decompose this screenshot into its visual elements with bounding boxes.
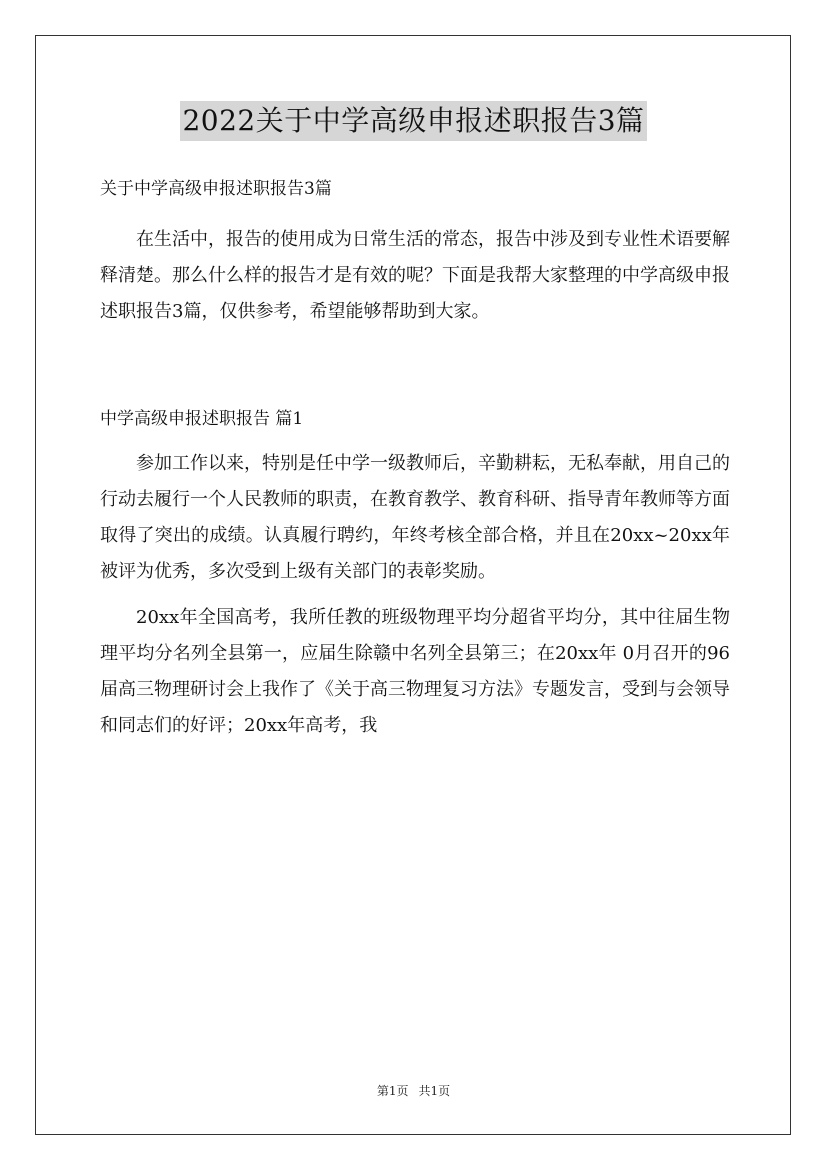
section-heading: 中学高级申报述职报告 篇1 [100,409,304,429]
body-paragraph: 参加工作以来，特别是任中学一级教师后，辛勤耕耘，无私奉献，用自己的行动去履行一个人民教师的职责，在教育教学、教育科研、指导青年教师等方面取得了突出的成绩。认真履行聘约，年终考核全部合格，并且在20xx~20xx年被评为优秀，多次受到上级有关部门的表彰奖励。 [100,453,730,582]
body-paragraph: 20xx年全国高考，我所任教的班级物理平均分超省平均分，其中往届生物理平均分名列全县第一，应届生除赣中名列全县第三；在20xx年 0月召开的96届高三物理研讨会上我作了《关于高三物理复习方法》专题发言，受到与会领导和同志们的好评；20xx年高考，我 [100,607,730,736]
title-container [0,101,827,141]
document-title: 2022关于中学高级申报述职报告3篇 [180,101,646,141]
document-body [100,176,730,744]
page-total: 共1页 [418,1084,451,1098]
intro-paragraph: 在生活中，报告的使用成为日常生活的常态，报告中涉及到专业性术语要解释清楚。那么什么样的报告才是有效的呢？下面是我帮大家整理的中学高级申报述职报告3篇，仅供参考，希望能够帮助到大家。 [100,229,730,322]
document-subtitle: 关于中学高级申报述职报告3篇 [100,179,332,199]
page-number: 第1页 [376,1084,409,1098]
page-footer [0,1083,827,1099]
